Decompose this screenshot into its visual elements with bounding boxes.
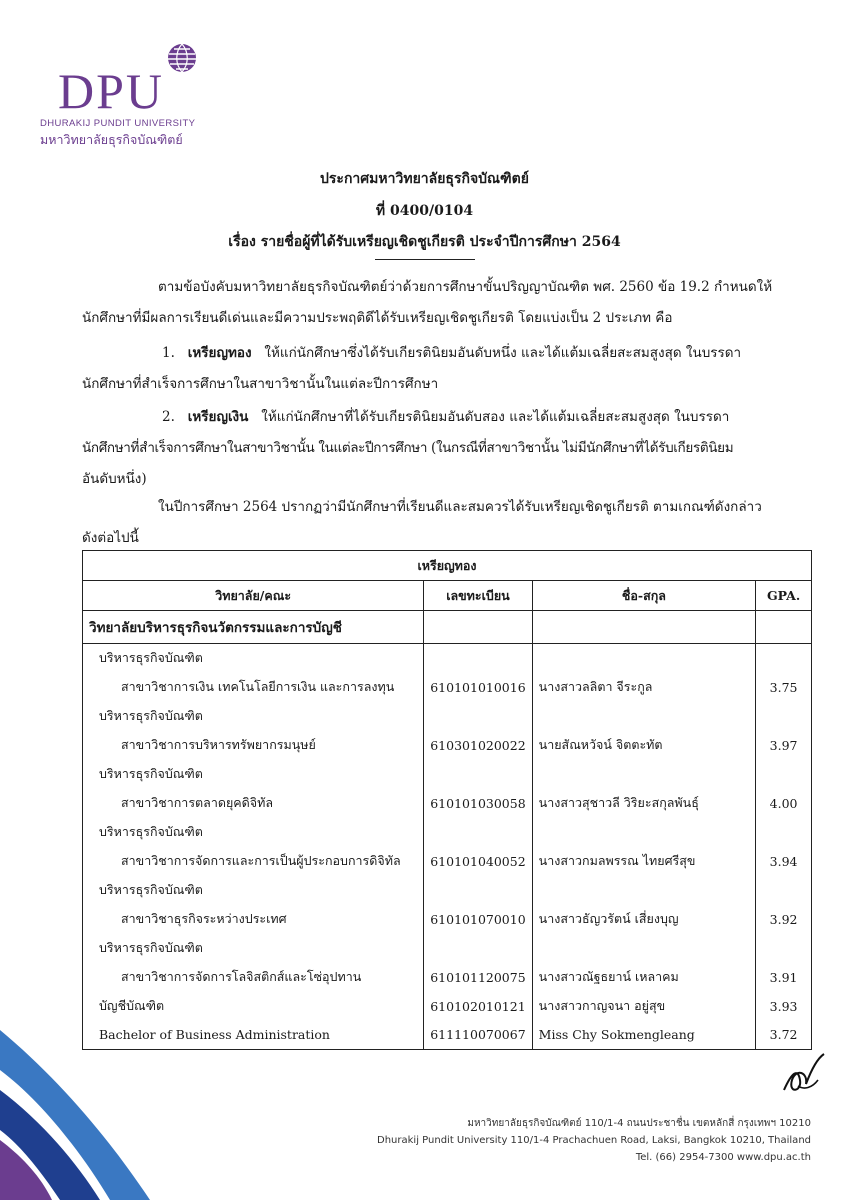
degree-name: บริหารธุรกิจบัณฑิต bbox=[83, 644, 424, 673]
student-gpa: 3.72 bbox=[756, 1021, 812, 1050]
item2-line-1: ให้แก่นักศึกษาที่ได้รับเกียรตินิยมอันดับสอง และได้แต้มเฉลี่ยสะสมสูงสุด ในบรรดา bbox=[261, 409, 730, 425]
closing-paragraph bbox=[82, 492, 794, 554]
student-gpa: 3.94 bbox=[756, 847, 812, 876]
student-id: 611110070067 bbox=[424, 1021, 532, 1050]
announcement-title: ประกาศมหาวิทยาลัยธุรกิจบัณฑิตย์ bbox=[320, 171, 529, 187]
degree-row bbox=[83, 760, 812, 789]
student-gpa: 4.00 bbox=[756, 789, 812, 818]
globe-icon bbox=[166, 42, 198, 74]
intro-line-1: ตามข้อบังคับมหาวิทยาลัยธุรกิจบัณฑิตย์ว่าด้วยการศึกษาขั้นปริญญาบัณฑิต พศ. 2560 ข้อ 19.2 กำหนดให้ bbox=[158, 279, 773, 295]
single-rows bbox=[83, 992, 812, 1050]
student-gpa: 3.92 bbox=[756, 905, 812, 934]
degree-name: บริหารธุรกิจบัณฑิต bbox=[83, 876, 424, 905]
item1-line-2: นักศึกษาที่สำเร็จการศึกษาในสาขาวิชานั้นในแต่ละปีการศึกษา bbox=[82, 376, 439, 392]
degree-row bbox=[83, 644, 812, 673]
table-row bbox=[83, 992, 812, 1021]
table-row bbox=[83, 789, 812, 818]
college-name: วิทยาลัยบริหารธุรกิจนวัตกรรมและการบัญชี bbox=[83, 611, 424, 644]
degree-row bbox=[83, 934, 812, 963]
major-name: สาขาวิชาการเงิน เทคโนโลยีการเงิน และการลงทุน bbox=[83, 673, 424, 702]
degree-name: บริหารธุรกิจบัณฑิต bbox=[83, 702, 424, 731]
item1-label: เหรียญทอง bbox=[187, 345, 252, 361]
student-name: นางสาวณัฐธยาน์ เหลาคม bbox=[532, 963, 756, 992]
intro-line-2: นักศึกษาที่มีผลการเรียนดีเด่นและมีความประพฤติดีได้รับเหรียญเชิดชูเกียรติ โดยแบ่งเป็น 2 ประเภท คือ bbox=[82, 310, 673, 326]
grouped-rows bbox=[83, 644, 812, 992]
student-name: นางสาวลลิตา จีระกูล bbox=[532, 673, 756, 702]
student-id: 610301020022 bbox=[424, 731, 532, 760]
student-gpa: 3.97 bbox=[756, 731, 812, 760]
major-name: สาขาวิชาการจัดการโลจิสติกส์และโซ่อุปทาน bbox=[83, 963, 424, 992]
program-name: บัญชีบัณฑิต bbox=[83, 992, 424, 1021]
logo-english-name: DHURAKIJ PUNDIT UNIVERSITY bbox=[40, 118, 196, 129]
announcement-number: ที่ 0400/0104 bbox=[375, 203, 474, 219]
student-gpa: 3.93 bbox=[756, 992, 812, 1021]
student-gpa: 3.75 bbox=[756, 673, 812, 702]
table-row bbox=[83, 1021, 812, 1050]
silver-medal-criteria bbox=[82, 402, 794, 495]
student-id: 610102010121 bbox=[424, 992, 532, 1021]
footer-contact: Tel. (66) 2954-7300 www.dpu.ac.th bbox=[635, 1152, 811, 1163]
intro-paragraph bbox=[82, 272, 794, 334]
signature-mark bbox=[778, 1050, 828, 1098]
footer-address bbox=[377, 1115, 811, 1166]
logo-wordmark: DPU bbox=[58, 63, 165, 119]
table-row bbox=[83, 673, 812, 702]
column-header-student-id: เลขทะเบียน bbox=[424, 581, 532, 611]
student-name: นางสาวธัญวรัตน์ เสี่ยงบุญ bbox=[532, 905, 756, 934]
item1-line-1: ให้แก่นักศึกษาซึ่งได้รับเกียรตินิยมอันดับหนึ่ง และได้แต้มเฉลี่ยสะสมสูงสุด ในบรรดา bbox=[264, 345, 742, 361]
logo-thai-name: มหาวิทยาลัยธุรกิจบัณฑิตย์ bbox=[40, 132, 183, 147]
degree-name: บริหารธุรกิจบัณฑิต bbox=[83, 934, 424, 963]
announcement-subject: เรื่อง รายชื่อผู้ที่ได้รับเหรียญเชิดชูเกียรติ ประจำปีการศึกษา 2564 bbox=[228, 234, 621, 250]
degree-name: บริหารธุรกิจบัณฑิต bbox=[83, 818, 424, 847]
student-name: นางสาวกาญจนา อยู่สุข bbox=[532, 992, 756, 1021]
student-name: นางสาวสุชาวลี วิริยะสกุลพันธุ์ bbox=[532, 789, 756, 818]
item2-line-2: นักศึกษาที่สำเร็จการศึกษาในสาขาวิชานั้น ในแต่ละปีการศึกษา (ในกรณีที่สาขาวิชานั้น ไม่มีนักศึกษาที่ได้รับเกียรตินิยม bbox=[82, 440, 734, 456]
column-header-faculty: วิทยาลัย/คณะ bbox=[83, 581, 424, 611]
closing-line-1: ในปีการศึกษา 2564 ปรากฏว่ามีนักศึกษาที่เรียนดีและสมควรได้รับเหรียญเชิดชูเกียรติ ตามเกณฑ์ดังกล่าว bbox=[158, 499, 762, 515]
gold-medal-criteria bbox=[82, 338, 794, 400]
title-divider bbox=[375, 259, 475, 260]
major-name: สาขาวิชาการตลาดยุคดิจิทัล bbox=[83, 789, 424, 818]
table-row bbox=[83, 905, 812, 934]
degree-row bbox=[83, 818, 812, 847]
student-name: นางสาวกมลพรรณ ไทยศรีสุข bbox=[532, 847, 756, 876]
closing-line-2: ดังต่อไปนี้ bbox=[82, 530, 139, 546]
student-id: 610101120075 bbox=[424, 963, 532, 992]
student-id: 610101030058 bbox=[424, 789, 532, 818]
item2-number: 2. bbox=[162, 409, 175, 425]
gold-medal-table bbox=[82, 550, 812, 1050]
item1-number: 1. bbox=[162, 345, 175, 361]
item2-line-3: อันดับหนึ่ง) bbox=[82, 471, 147, 487]
major-name: สาขาวิชาการบริหารทรัพยากรมนุษย์ bbox=[83, 731, 424, 760]
student-id: 610101010016 bbox=[424, 673, 532, 702]
student-id: 610101070010 bbox=[424, 905, 532, 934]
column-header-gpa: GPA. bbox=[756, 581, 812, 611]
degree-row bbox=[83, 876, 812, 905]
item2-label: เหรียญเงิน bbox=[187, 409, 249, 425]
table-caption: เหรียญทอง bbox=[83, 551, 812, 581]
table-row bbox=[83, 847, 812, 876]
major-name: สาขาวิชาการจัดการและการเป็นผู้ประกอบการดิจิทัล bbox=[83, 847, 424, 876]
program-name: Bachelor of Business Administration bbox=[83, 1021, 424, 1050]
university-logo bbox=[36, 38, 216, 148]
student-name: นายสัณหวัจน์ จิตตะทัต bbox=[532, 731, 756, 760]
footer-thai-address: มหาวิทยาลัยธุรกิจบัณฑิตย์ 110/1-4 ถนนประชาชื่น เขตหลักสี่ กรุงเทพฯ 10210 bbox=[467, 1118, 811, 1129]
student-name: Miss Chy Sokmengleang bbox=[532, 1021, 756, 1050]
table-row bbox=[83, 731, 812, 760]
column-header-name: ชื่อ-สกุล bbox=[532, 581, 756, 611]
decorative-corner-swoosh bbox=[0, 990, 190, 1200]
student-id: 610101040052 bbox=[424, 847, 532, 876]
student-gpa: 3.91 bbox=[756, 963, 812, 992]
degree-row bbox=[83, 702, 812, 731]
table-row bbox=[83, 963, 812, 992]
footer-english-address: Dhurakij Pundit University 110/1-4 Prachachuen Road, Laksi, Bangkok 10210, Thailand bbox=[377, 1135, 811, 1146]
degree-name: บริหารธุรกิจบัณฑิต bbox=[83, 760, 424, 789]
major-name: สาขาวิชาธุรกิจระหว่างประเทศ bbox=[83, 905, 424, 934]
